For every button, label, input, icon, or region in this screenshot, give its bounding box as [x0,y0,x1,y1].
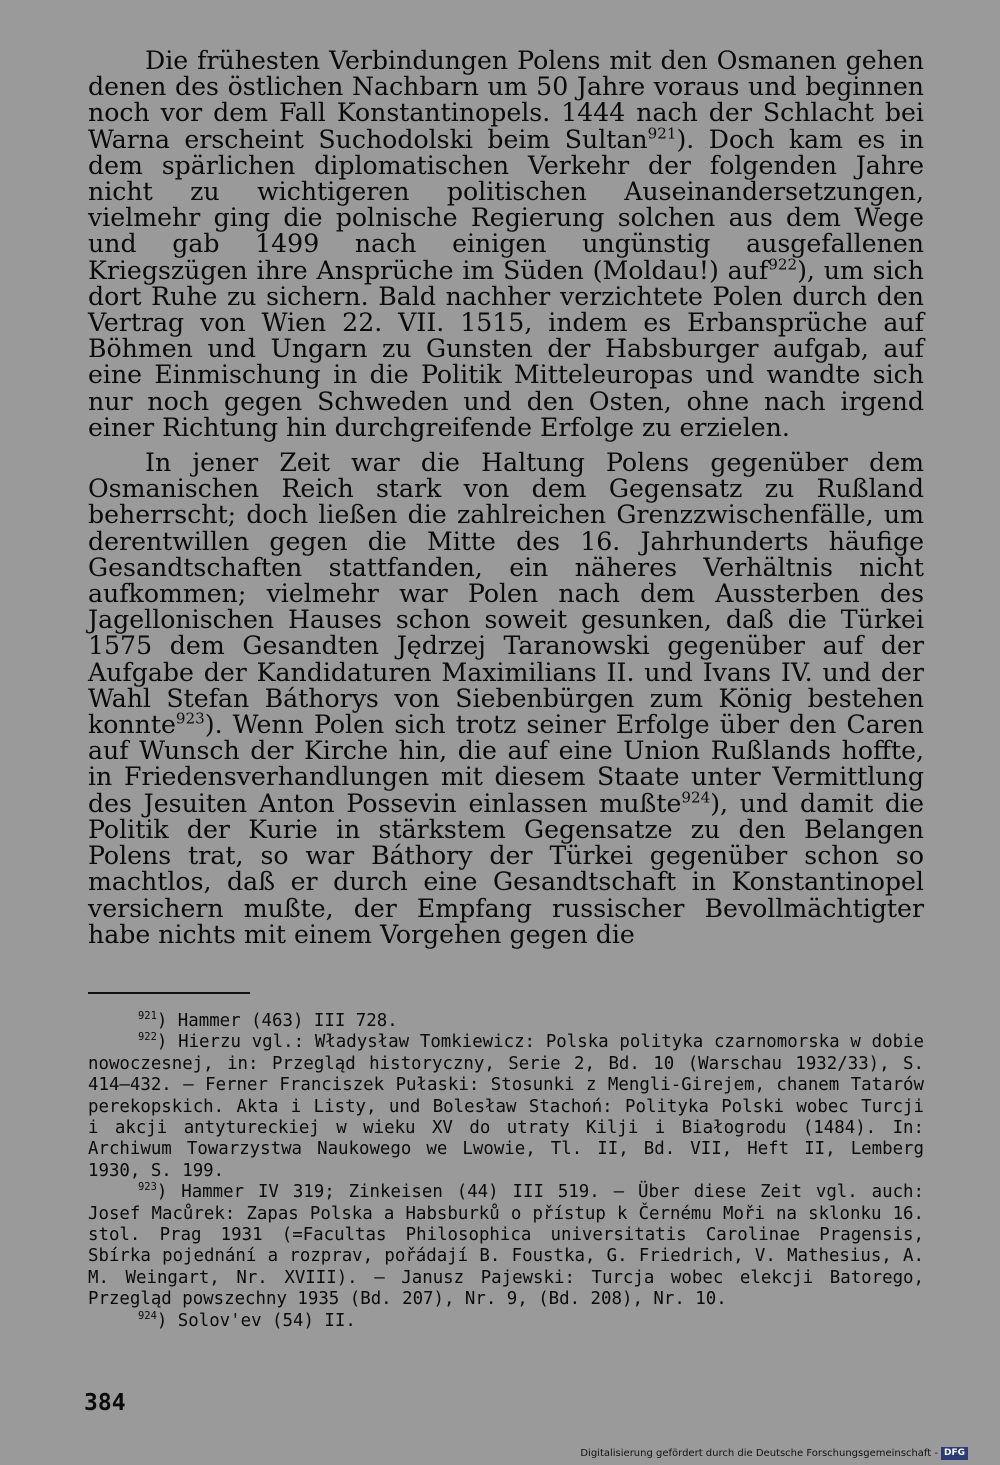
dfg-logo-icon: DFG [941,1447,968,1460]
digitization-credit [580,1447,968,1460]
footnote-921 [88,1011,924,1032]
credit-text: Digitalisierung gefördert durch die Deutsche Forschungsgemeinschaft - [580,1448,938,1459]
paragraph-text: ), um sich dort Ruhe zu sichern. Bald nachher verzichtete Polen durch den Vertrag von Wien 22. VII. 1515, indem es Erbansprüche auf Böhmen und Ungarn zu Gunsten der Habsburger aufgab, auf eine Einmischung in die Politik Mitteleuropas und wandte sich nur noch gegen Schweden und den Osten, ohne nach irgend einer Richtung hin durchgreifende Erfolge zu erzielen. [88,255,924,442]
paragraph-1 [88,48,924,441]
footnote-number: 921 [138,1010,157,1023]
paragraph-text: ). Wenn Polen sich trotz seiner Erfolge über den Caren auf Wunsch der Kirche hin, die auf eine Union Rußlands hoffte, in Friedensverhandlungen mit diesem Staate unter Vermittlung des Jesuiten Anton Possevin einlassen mußte [88,710,924,818]
footnote-number: 923 [138,1181,157,1194]
footnote-ref-924: 924 [681,788,711,807]
paragraph-2 [88,450,924,948]
footnote-text: ) Hierzu vgl.: Władysław Tomkiewicz: Polska polityka czarnomorska w dobie nowoczesnej, in: Przegląd historyczny, Serie 2, Bd. 10 (Warschau 1932/33), S. 414—432. — Ferner Franciszek Pułaski: Stosunki z Mengli-Girejem, chanem Tatarów perekopskich. Akta i Listy, und Bolesław Stachoń: Polityka Polski wobec Turcji i akcji antytureckiej w wieku XV do utraty Kilji i Białogrodu (1484). In: Archiwum Towarzystwa Naukowego we Lwowie, Tl. II, Bd. VII, Heft II, Lemberg 1930, S. 199. [88,1032,924,1181]
footnote-924 [88,1311,924,1332]
footnote-number: 922 [138,1031,157,1044]
footnote-ref-921: 921 [647,124,677,143]
footnote-divider [88,992,250,994]
footnote-number: 924 [138,1309,157,1322]
footnote-text: ) Hammer IV 319; Zinkeisen (44) III 519. — Über diese Zeit vgl. auch: Josef Macůrek: Zapas Polska a Habsburků o přístup k Černému Moři na sklonku 16. stol. Prag 1931 (=Facultas Philosophica universitatis Carolinae Pragensis, Sbírka pojednání a rozprav, pořádají B. Foustka, G. Friedrich, V. Mathesius, A. M. Weingart, Nr. XVIII). — Janusz Pajewski: Turcja wobec elekcji Batorego, Przegląd powszechny 1935 (Bd. 207), Nr. 9, (Bd. 208), Nr. 10. [88,1182,924,1310]
paragraph-text: Die frühesten Verbindungen Polens mit den Osmanen gehen denen des östlichen Nachbarn um 50 Jahre voraus und beginnen noch vor dem Fall Konstantinopels. 1444 nach der Schlacht bei Warna erscheint Suchodolski beim Sultan [88,46,924,154]
footnote-ref-922: 922 [768,255,798,274]
footnote-ref-923: 923 [175,709,205,728]
footnote-922 [88,1032,924,1182]
paragraph-text: ). Doch kam es in dem spärlichen diplomatischen Verkehr der folgenden Jahre nicht zu wichtigeren politischen Auseinandersetzungen, vielmehr ging die polnische Regierung solchen aus dem Wege und gab 1499 nach einigen ungünstig ausgefallenen Kriegszügen ihre Ansprüche im Süden (Moldau!) auf [88,124,924,285]
footnote-text: ) Hammer (463) III 728. [156,1011,398,1031]
main-text [88,48,924,948]
paragraph-text: ), und damit die Politik der Kurie in stärkstem Gegensatze zu den Belangen Polens trat, so war Báthory der Türkei gegenüber schon so machtlos, daß er durch eine Gesandtschaft in Konstantinopel versichern mußte, der Empfang russischer Bevollmächtigter habe nichts mit einem Vorgehen gegen die [88,788,924,949]
footnote-923 [88,1182,924,1310]
paragraph-text: In jener Zeit war die Haltung Polens gegenüber dem Osmanischen Reich stark von dem Gegensatz zu Rußland beherrscht; doch ließen die zahlreichen Grenzzwischenfälle, um derentwillen gegen die Mitte des 16. Jahrhunderts häufige Gesandtschaften stattfanden, ein näheres Verhältnis nicht aufkommen; vielmehr war Polen nach dem Aussterben des Jagellonischen Hauses schon soweit gesunken, daß die Türkei 1575 dem Gesandten Jędrzej Taranowski gegenüber auf der Aufgabe der Kandidaturen Maximilians II. und Ivans IV. und der Wahl Stefan Báthorys von Siebenbürgen zum König bestehen konnte [88,448,924,740]
footnote-text: ) Solov'ev (54) II. [156,1310,356,1331]
page-number: 384 [84,1390,126,1416]
footnotes [88,1011,924,1332]
